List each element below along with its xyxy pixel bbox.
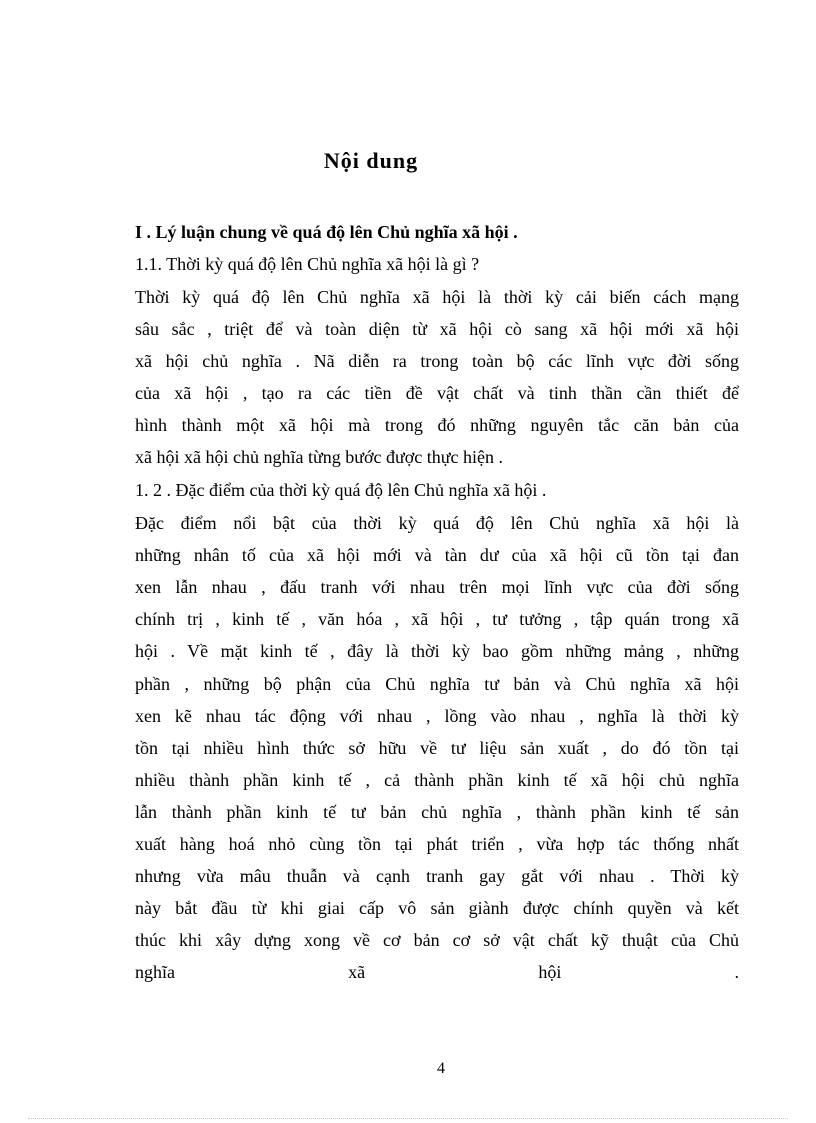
subsection-1-2-heading: 1. 2 . Đặc điểm của thời kỳ quá độ lên Chủ nghĩa xã hội . — [135, 480, 547, 500]
paragraph-2-line: thúc khi xây dựng xong về cơ bản cơ sở vật chất kỹ thuật của Chủ — [135, 930, 739, 950]
paragraph-1-line: xã hội xã hội chủ nghĩa từng bước được thực hiện . — [135, 447, 503, 467]
paragraph-2-line: xuất hàng hoá nhỏ cùng tồn tại phát triển , vừa hợp tác thống nhất — [135, 834, 739, 854]
page-number: 4 — [437, 1060, 445, 1077]
paragraph-2-line: tồn tại nhiều hình thức sở hữu về tư liệu sản xuất , do đó tồn tại — [135, 738, 739, 758]
paragraph-2-line: chính trị , kinh tế , văn hóa , xã hội , tư tưởng , tập quán trong xã — [135, 609, 739, 629]
section-heading: I . Lý luận chung về quá độ lên Chủ nghĩa xã hội . — [135, 222, 518, 242]
paragraph-2-line: lẫn thành phần kinh tế tư bản chủ nghĩa , thành phần kinh tế sản — [135, 802, 739, 822]
paragraph-2-line: hội . Về mặt kinh tế , đây là thời kỳ bao gồm những mảng , những — [135, 641, 739, 661]
paragraph-2-line: nghĩa xã hội . — [135, 962, 739, 982]
paragraph-2-line: này bắt đầu từ khi giai cấp vô sản giành được chính quyền và kết — [135, 898, 739, 918]
paragraph-2-line: xen lẫn nhau , đấu tranh với nhau trên mọi lĩnh vực của đời sống — [135, 577, 739, 597]
paragraph-1-line: hình thành một xã hội mà trong đó những nguyên tắc căn bản của — [135, 415, 739, 435]
paragraph-2-line: phần , những bộ phận của Chủ nghĩa tư bản và Chủ nghĩa xã hội — [135, 674, 739, 694]
paragraph-2-line: những nhân tố của xã hội mới và tàn dư của xã hội cũ tồn tại đan — [135, 545, 739, 565]
page-title: Nội dung — [323, 148, 419, 173]
paragraph-1-line: xã hội chủ nghĩa . Nã diễn ra trong toàn bộ các lĩnh vực đời sống — [135, 351, 739, 371]
paragraph-2-line: nhiều thành phần kinh tế , cả thành phần kinh tế xã hội chủ nghĩa — [135, 770, 739, 790]
footer-divider — [28, 1118, 788, 1119]
paragraph-1-line: của xã hội , tạo ra các tiền đề vật chất và tinh thần cần thiết để — [135, 383, 739, 403]
subsection-1-1-heading: 1.1. Thời kỳ quá độ lên Chủ nghĩa xã hội là gì ? — [135, 254, 480, 274]
paragraph-2-line: nhưng vừa mâu thuẫn và cạnh tranh gay gắt với nhau . Thời kỳ — [135, 866, 739, 886]
paragraph-2-line: xen kẽ nhau tác động với nhau , lồng vào nhau , nghĩa là thời kỳ — [135, 706, 739, 726]
paragraph-1-line: Thời kỳ quá độ lên Chủ nghĩa xã hội là thời kỳ cải biến cách mạng — [135, 287, 739, 307]
paragraph-1-line: sâu sắc , triệt để và toàn diện từ xã hội cò sang xã hội mới xã hội — [135, 319, 739, 339]
paragraph-2-line: Đặc điểm nổi bật của thời kỳ quá độ lên Chủ nghĩa xã hội là — [135, 513, 739, 533]
